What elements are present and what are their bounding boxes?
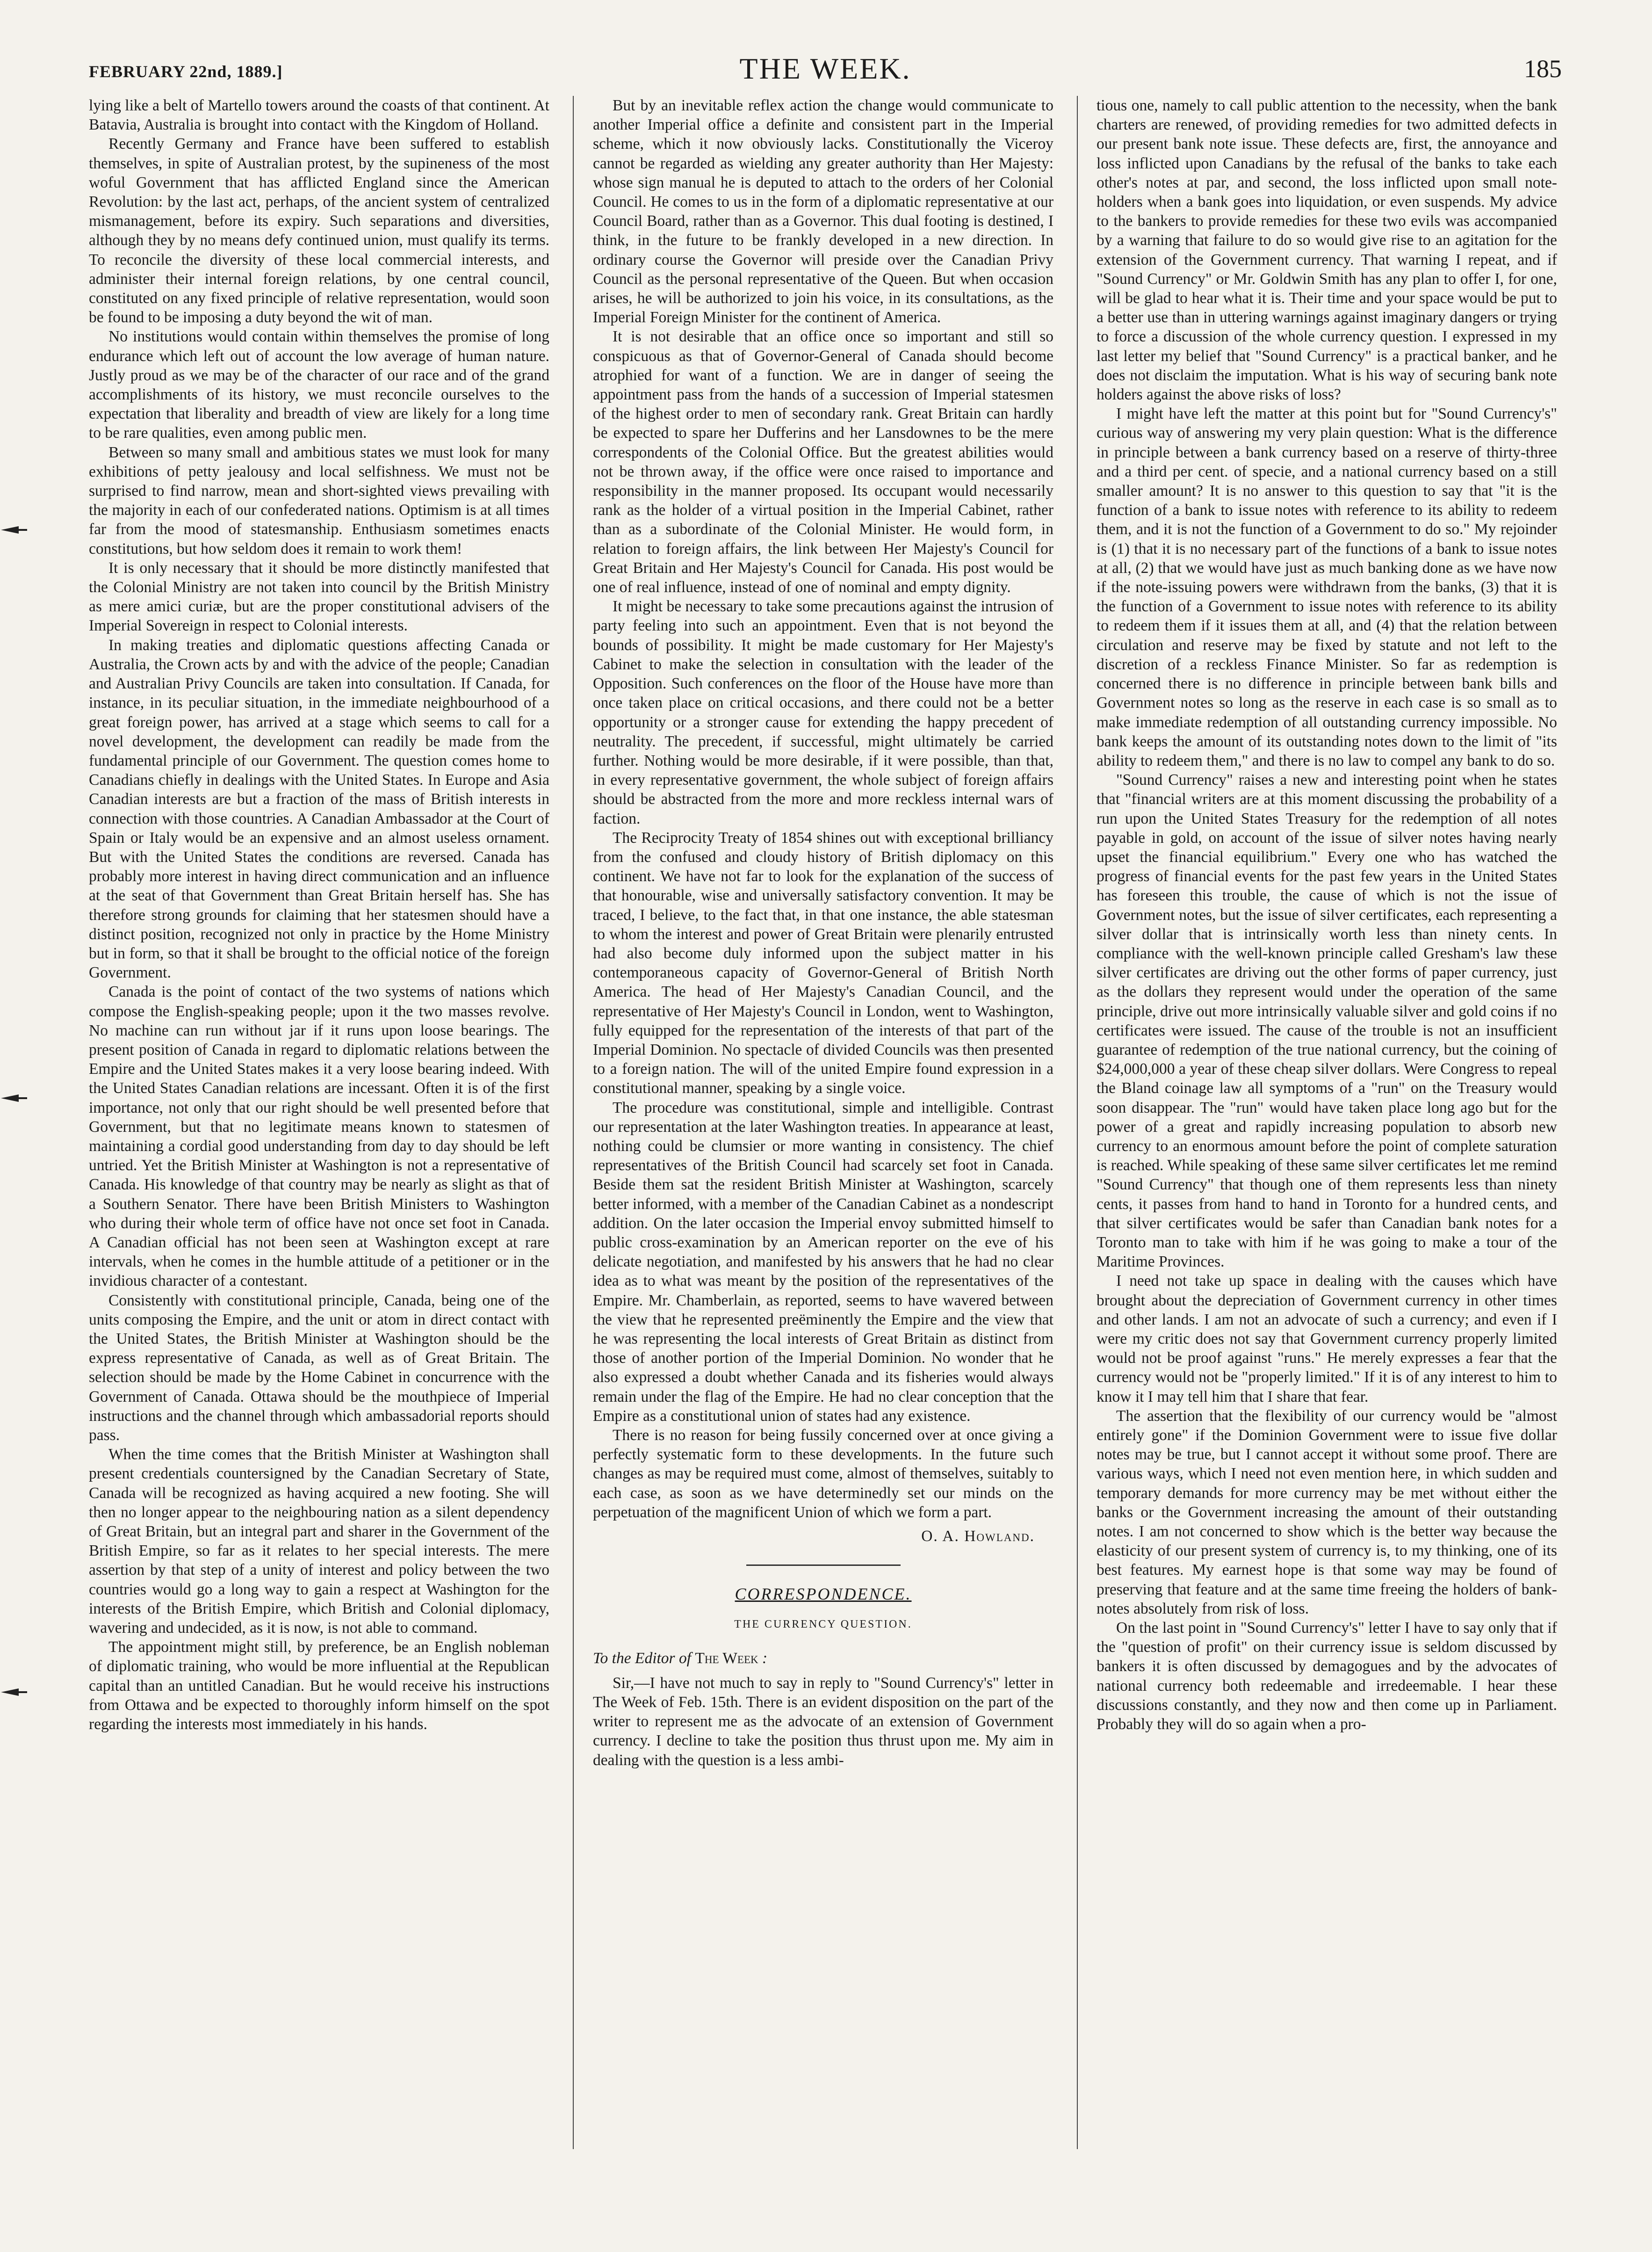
- paragraph: Consistently with constitutional principle, Canada, being one of the units composing the Empire, and the unit or atom in direct contact with the United States, the British Minister at Washington should be the express representative of Canada, as well as of Great Britain. The selection should be made by the Home Cabinet in concurrence with the Government of Canada. Ottawa should be the mouthpiece of Imperial instructions and the channel through which ambassadorial reports should pass.: [89, 1291, 549, 1444]
- salutation-suffix: :: [762, 1649, 768, 1667]
- publication-title: THE WEEK.: [739, 52, 911, 85]
- column-divider-1: [573, 96, 574, 2149]
- margin-pointer-icon: [0, 521, 28, 538]
- paragraph: No institutions would contain within themselves the promise of long endurance which left out of account the low average of human nature. Justly proud as we may be of the character of our race and of the grand accomplishments of its history, we must reconcile ourselves to the expectation that liberality and breadth of view are likely for a long time to be rare qualities, even among public men.: [89, 328, 549, 442]
- paragraph: I need not take up space in dealing with the causes which have brought about the depreciation of Government currency in other times and other lands. I am not an advocate of such a currency; and even if I were my critic does not say that Government currency properly limited would not be proof against "runs." He merely expresses a fear that the currency would not be "properly limited." If it is of any interest to him to know it I may tell him that I share that fear.: [1097, 1272, 1557, 1405]
- author-signature: O. A. Howland.: [921, 1528, 1035, 1545]
- section-divider: [746, 1564, 901, 1566]
- paragraph: In making treaties and diplomatic questions affecting Canada or Australia, the Crown acts by and with the advice of the people; Canadian and Australian Privy Councils are taken into consultation. If Canada, for instance, in its peculiar situation, in the immediate neighbourhood of a great foreign power, has arrived at a stage which seems to call for a novel development, the development can readily be made from the fundamental principle of our Government. The question comes home to Canadians chiefly in dealings with the United States. In Europe and Asia Canadian interests are but a fraction of the mass of British interests in connection with those countries. A Canadian Ambassador at the Court of Spain or Italy would be an expensive and an almost useless ornament. But with the United States the conditions are reversed. Canada has probably more interest in having direct communication and an influence at the seat of that Government than Great Britain herself has. She has therefore strong grounds for claiming that her statesmen should have a distinct position, recognized not only in practice by the Home Ministry but in form, so that it shall be brought to the official notice of the foreign Government.: [89, 636, 549, 982]
- paragraph: Sir,—I have not much to say in reply to "Sound Currency's" letter in The Week of Feb. 15th. There is an evident disposition on the part of the writer to represent me as the advocate of an extension of Government currency. I decline to take the position thus thrust upon me. My aim in dealing with the question is a less ambi-: [593, 1674, 1053, 1769]
- paragraph: It is not desirable that an office once so important and still so conspicuous as that of Governor-General of Canada should become atrophied for want of a function. We are in danger of seeing the appointment pass from the hands of a succession of Imperial statesmen of the highest order to men of secondary rank. Great Britain can hardly be expected to spare her Dufferins and her Lansdownes to be the mere correspondents of the Colonial Office. But the greatest abilities would not be thrown away, if the office were once raised to importance and responsibility in the manner proposed. Its occupant would necessarily rank as the holder of a virtual position in the Imperial Cabinet, rather than as a subordinate of the Colonial Minister. He would form, in relation to foreign affairs, the link between Her Majesty's Council for Great Britain and Her Majesty's Council for Canada. His post would be one of real influence, instead of one of nominal and empty dignity.: [593, 328, 1053, 596]
- paragraph: tious one, namely to call public attention to the necessity, when the bank charters are renewed, of providing remedies for two admitted defects in our present bank note issue. These defects are, first, the annoyance and loss inflicted upon Canadians by the refusal of the banks to take each other's notes at par, and second, the loss inflicted upon small note-holders when a bank goes into liquidation, or even suspends. My advice to the bankers to provide remedies for these two evils was accompanied by a warning that failure to do so would give rise to an agitation for the extension of the Government currency. That warning I repeat, and if "Sound Currency" or Mr. Goldwin Smith has any plan to offer I, for one, will be glad to hear what it is. Their time and your space would be put to a better use than in uttering warnings against imaginary dangers or trying to force a discussion of the whole currency question. I expressed in my last letter my belief that "Sound Currency" is a practical banker, and he does not disclaim the imputation. What is his way of securing bank note holders against the above risks of loss?: [1097, 97, 1557, 404]
- paragraph: It might be necessary to take some precautions against the intrusion of party feeling into such an appointment. Even that is not beyond the bounds of possibility. It might be made customary for Her Majesty's Cabinet to make the selection in consultation with the leader of the Opposition. Such conferences on the floor of the House have more than once taken place on critical occasions, and there could not be a better opportunity or a stronger cause for extending the happy precedent of neutrality. The precedent, if successful, might ultimately be carried further. Nothing would be more desirable, if it were possible, than that, in every representative government, the whole subject of foreign affairs should be abstracted from the more and more reckless internal wars of faction.: [593, 598, 1053, 827]
- page-number: 185: [1524, 55, 1562, 83]
- paragraph: The procedure was constitutional, simple and intelligible. Contrast our representation at the later Washington treaties. In appearance at least, nothing could be clumsier or more wanting in consistency. The chief representatives of the British Council had scarcely set foot in Canada. Beside them sat the resident British Minister at Washington, scarcely better informed, with a member of the Canadian Cabinet as a nondescript addition. On the later occasion the Imperial envoy submitted himself to public cross-examination by an American reporter on the eve of his delicate negotiation, and manifested by his answers that he had no clear idea as to what was meant by the position of the representatives of the Empire. Mr. Chamberlain, as reported, seems to have wavered between the view that he represented preëminently the Empire and the view that he was representing the local interests of Great Britain as distinct from those of another portion of the Imperial Dominion. No wonder that he also expressed a doubt whether Canada and its fisheries would always remain under the flag of the Empire. He had no clear conception that the Empire as a constitutional union of states had any existence.: [593, 1099, 1053, 1425]
- margin-pointer-icon: [0, 1684, 28, 1701]
- paragraph: It is only necessary that it should be more distinctly manifested that the Colonial Ministry are not taken into council by the British Ministry as mere amici curiæ, but are the proper constitutional advisers of the Imperial Sovereign in respect to Colonial interests.: [89, 559, 549, 635]
- letter-subhead: THE CURRENCY QUESTION.: [734, 1618, 912, 1631]
- salutation-prefix: To the Editor of: [593, 1649, 692, 1667]
- paragraph: I might have left the matter at this point but for "Sound Currency's" curious way of answering my very plain question: What is the difference in principle between a bank currency based on a reserve of thirty-three and a third per cent. of specie, and a national currency based on a still smaller amount? It is no answer to this question to say that "it is the function of a bank to issue notes with reference to its ability to redeem them, and it is not the function of a Government to do so." My rejoinder is (1) that it is no necessary part of the functions of a bank to issue notes at all, (2) that we would have just as much banking done as we have now if the note-issuing powers were withdrawn from the banks, (3) that it is the function of a Government to issue notes with reference to its ability to redeem them if it issues them at all, and (4) that the relation between circulation and reserve may be fixed by statute and not left to the discretion of a reckless Finance Minister. So far as redemption is concerned there is no difference in principle between bank bills and Government notes so long as the reserve in each case is so small as to make immediate redemption of all outstanding currency impossible. No bank keeps the amount of its outstanding notes down to the limit of "its ability to redeem them," and there is no law to compel any bank to do so.: [1097, 405, 1557, 769]
- paragraph: The appointment might still, by preference, be an English nobleman of diplomatic training, who would be more influential at the Republican capital than an untitled Canadian. But he would receive his instructions from Ottawa and be expected to thoroughly inform himself on the spot regarding the interests most immediately in his hands.: [89, 1638, 549, 1733]
- issue-date: FEBRUARY 22nd, 1889.]: [89, 62, 283, 81]
- section-title: CORRESPONDENCE.: [735, 1585, 912, 1604]
- paragraph: When the time comes that the British Minister at Washington shall present credentials countersigned by the Canadian Secretary of State, Canada will be recognized as having acquired a new footing. She will then no longer appear to the neighbouring nation as a silent dependency of Great Britain, but an integral part and sharer in the Government of the British Empire, so far as it relates to her special interests. The mere assertion by that step of a unity of interest and policy between the two countries would go a long way to gain a respect at Washington for the interests of the British Empire, which British and Colonial diplomacy, wavering and undecided, as it is now, is not able to command.: [89, 1446, 549, 1637]
- column-1: [89, 96, 549, 2149]
- paragraph: But by an inevitable reflex action the change would communicate to another Imperial office a definite and consistent part in the Imperial scheme, which it now obviously lacks. Constitutionally the Viceroy cannot be regarded as wielding any greater authority than Her Majesty: whose sign manual he is deputed to attach to the orders of her Colonial Council. He comes to us in the form of a diplomatic representative at our Council Board, rather than as a Governor. This dual footing is destined, I think, in the future to be frankly developed in a new direction. In ordinary course the Governor will preside over the Canadian Privy Council as the personal representative of the Queen. But when occasion arises, he will be authorized to join his voice, in its consultations, as the Imperial Foreign Minister for the continent of America.: [593, 97, 1053, 326]
- paragraph: Canada is the point of contact of the two systems of nations which compose the English-speaking people; upon it the two masses revolve. No machine can run without jar if it runs upon loose bearings. The present position of Canada in regard to diplomatic relations between the Empire and the United States makes it a very loose bearing indeed. With the United States Canadian relations are incessant. Often it is of the first importance, not only that our right should be well presented before that Government, but that no legitimate means known to statesmen of maintaining a cordial good understanding from day to day should be left untried. Yet the British Minister at Washington is not a representative of Canada. His knowledge of that country may be nearly as slight as that of a Southern Senator. There have been British Ministers to Washington who during their whole term of office have not once set foot in Canada. A Canadian official has not been seen at Washington except at rare intervals, when he comes in the humble attitude of a petitioner or in the invidious character of a contestant.: [89, 983, 549, 1290]
- column-3: [1097, 96, 1557, 2149]
- paragraph: On the last point in "Sound Currency's" letter I have to say only that if the "question of profit" on their currency issue is seldom discussed by bankers it is often discussed by demagogues and by the advocates of national currency both redeemable and irredeemable. I hear these discussions constantly, and they now and then come up in Parliament. Probably they will do so again when a pro-: [1097, 1619, 1557, 1733]
- salutation: [593, 1649, 1053, 1668]
- column-2: [593, 96, 1053, 2149]
- paragraph: lying like a belt of Martello towers around the coasts of that continent. At Batavia, Australia is brought into contact with the Kingdom of Holland.: [89, 97, 549, 134]
- column-divider-2: [1077, 96, 1078, 2149]
- margin-pointer-icon: [0, 1090, 28, 1107]
- page-header: [89, 51, 1562, 89]
- paragraph: Recently Germany and France have been suffered to establish themselves, in spite of Australian protest, by the supineness of the most woful Government that has afflicted England since the American Revolution: by the last act, perhaps, of the ancient system of centralized mismanagement, before its expiry. Such separations and diversities, although they by no means defy continued union, must qualify its terms. To reconcile the diversity of these local commercial interests, and administer their internal foreign relations, by one central council, constituted on any fixed principle of relative representation, would soon be found to be imposing a duty beyond the wit of man.: [89, 135, 549, 326]
- paragraph: "Sound Currency" raises a new and interesting point when he states that "financial writers are at this moment discussing the probability of a run upon the United States Treasury for the redemption of all notes payable in gold, on account of the issue of silver notes having nearly upset the financial equilibrium." Every one who has watched the progress of financial events for the past few years in the United States has foreseen this trouble, the cause of which is not the issue of Government notes, but the issue of silver certificates, each representing a silver dollar that is intrinsically worth less than ninety cents. In compliance with the well-known principle called Gresham's law these silver certificates are driving out the other forms of paper currency, just as the dollars they represent would under the operation of the same principle, drive out more intrinsically valuable silver and gold coins if no certificates were issued. The cause of the trouble is not an insufficient guarantee of redemption of the true national currency, but the coining of $24,000,000 a year of these cheap silver dollars. Were Congress to repeal the Bland coinage law all symptoms of a "run" on the Treasury would soon disappear. The "run" would have taken place long ago but for the power of a great and rapidly increasing population to absorb new currency to an enormous amount before the point of complete saturation is reached. While speaking of these same silver certificates let me remind "Sound Currency" that though one of them represents less than ninety cents, it passes from hand to hand in Toronto for a hundred cents, and that silver certificates would be safer than Canadian bank notes for a Toronto man to take with him if he was going to make a tour of the Maritime Provinces.: [1097, 771, 1557, 1271]
- paragraph: The assertion that the flexibility of our currency would be "almost entirely gone" if the Dominion Government were to issue five dollar notes may be true, but I cannot accept it without some proof. There are various ways, which I need not even mention here, in which sudden and temporary demands for more currency may be met without either the banks or the Government increasing the amount of their outstanding notes. I am not concerned to show which is the better way because the elasticity of our present system of currency is, to my thinking, one of its best features. My earnest hope is that some way may be found of preserving that feature and at the same time freeing the holders of bank-notes absolutely from risk of loss.: [1097, 1407, 1557, 1617]
- paragraph: Between so many small and ambitious states we must look for many exhibitions of petty jealousy and local selfishness. We must not be surprised to find narrow, mean and short-sighted views prevailing with the majority in each of our confederated nations. Optimism is at all times far from the mood of statesmanship. Enthusiasm sometimes enacts constitutions, but how seldom does it remain to work them!: [89, 443, 549, 558]
- salutation-name: The Week: [695, 1649, 758, 1667]
- paragraph: There is no reason for being fussily concerned over at once giving a perfectly systematic form to these developments. In the future such changes as may be required must come, almost of themselves, suitably to each case, as soon as we have determinedly set our minds on the perpetuation of the magnificent Union of which we form a part.: [593, 1427, 1053, 1521]
- paragraph: The Reciprocity Treaty of 1854 shines out with exceptional brilliancy from the confused and cloudy history of British diplomacy on this continent. We have not far to look for the explanation of the success of that honourable, wise and universally satisfactory convention. It may be traced, I believe, to the fact that, in that one instance, the able statesman to whom the interest and power of Great Britain were plenarily entrusted had also become duly informed upon the subject matter in his contemporaneous capacity of Governor-General of British North America. The head of Her Majesty's Canadian Council, and the representative of Her Majesty's Council in London, went to Washington, fully equipped for the representation of the interests of that part of the Imperial Dominion. No spectacle of divided Councils was then presented to a foreign nation. The will of the united Empire found expression in a constitutional manner, speaking by a single voice.: [593, 829, 1053, 1097]
